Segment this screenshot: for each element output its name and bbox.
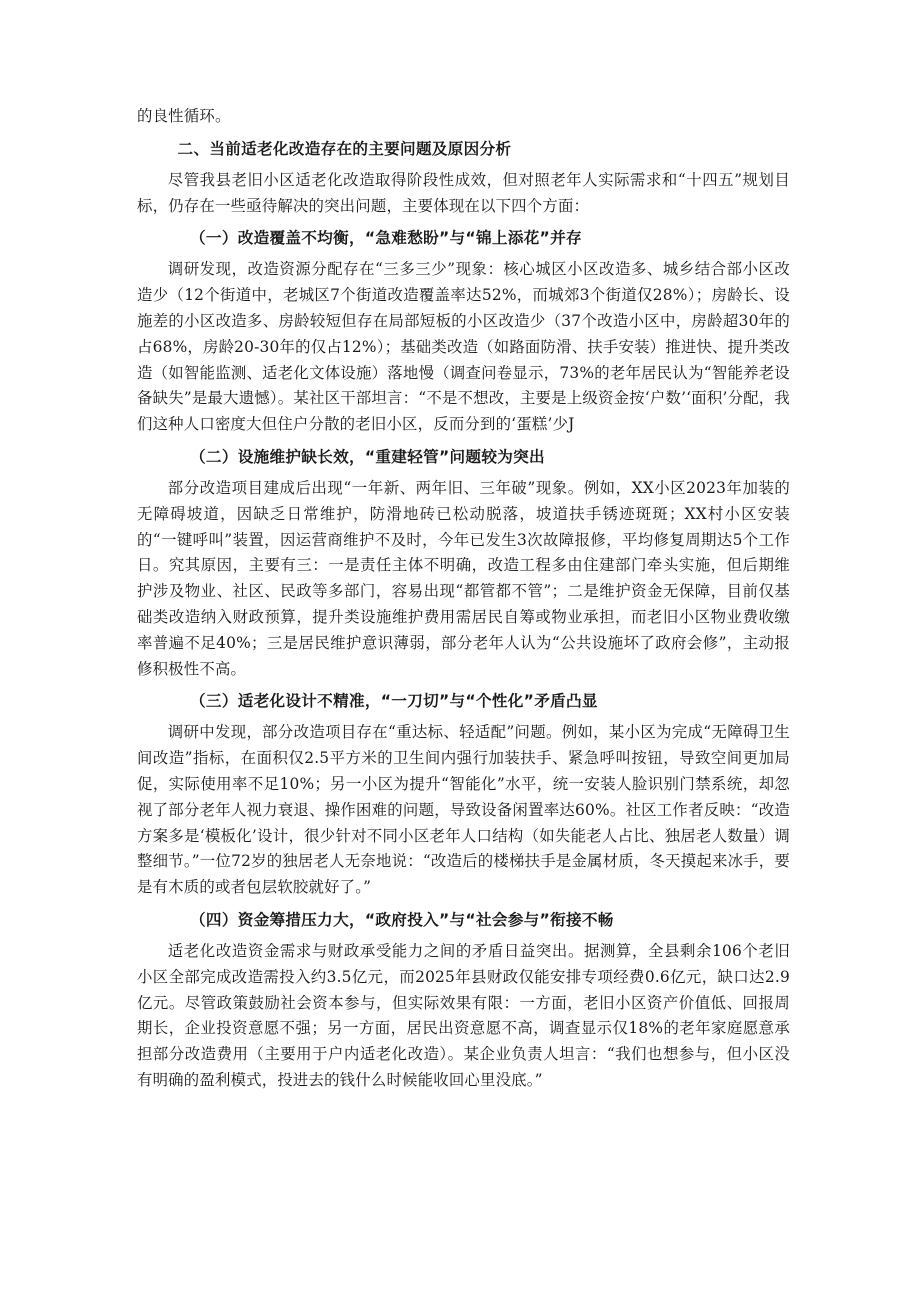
document-page <box>137 104 790 1094</box>
subsection-heading-1: （一）改造覆盖不均衡，“急难愁盼”与“锦上添花”并存 <box>190 229 582 248</box>
intro-tail-paragraph: 的良性循环。 <box>137 107 231 125</box>
subsection-body-1: 调研发现，改造资源分配存在“三多三少”现象：核心城区小区改造多、城乡结合部小区改造少（12个街道中，老城区7个街道改造覆盖率达52%，而城郊3个街道仅28%）；房龄长、设施差的小区改造多、房龄较短但存在局部短板的小区改造少（37个改造小区中，房龄超30年的占68%，房龄20-30年的仅占12%）；基础类改造（如路面防滑、扶手安装）推进快、提升类改造（如智能监测、适老化文体设施）落地慢（调查问卷显示，73%的老年居民认为“智能养老设备缺失”是最大遗憾）。某社区干部坦言：“不是不想改，主要是上级资金按‘户数’‘面积’分配，我们这种人口密度大但住户分散的老旧小区，反而分到的‘蛋糕’少J <box>137 260 790 434</box>
subsection-heading-4: （四）资金筹措压力大，“政府投入”与“社会参与”衔接不畅 <box>190 910 614 929</box>
subsection-body-2: 部分改造项目建成后出现“一年新、两年旧、三年破”现象。例如，XX小区2023年加装的无障碍坡道，因缺乏日常维护，防滑地砖已松动脱落，坡道扶手锈迹斑斑；XX村小区安装的“一键呼叫”装置，因运营商维护不及时，今年已发生3次故障报修，平均修复周期达5个工作日。究其原因，主要有三：一是责任主体不明确，改造工程多由住建部门牵头实施，但后期维护涉及物业、社区、民政等多部门，容易出现“都管都不管”；二是维护资金无保障，目前仅基础类改造纳入财政预算，提升类设施维护费用需居民自筹或物业承担，而老旧小区物业费收缴率普遍不足40%；三是居民维护意识薄弱，部分老年人认为“公共设施坏了政府会修”，主动报修积极性不高。 <box>137 478 790 678</box>
section-heading: 二、当前适老化改造存在的主要问题及原因分析 <box>177 139 512 158</box>
section-intro-paragraph: 尽管我县老旧小区适老化改造取得阶段性成效，但对照老年人实际需求和“十四五”规划目标，仍存在一些亟待解决的突出问题，主要体现在以下四个方面： <box>137 170 790 215</box>
subsection-heading-2: （二）设施维护缺长效，“重建轻管”问题较为突出 <box>190 447 545 466</box>
subsection-heading-3: （三）适老化设计不精准，“一刀切”与“个性化”矛盾凸显 <box>190 692 598 711</box>
subsection-body-4: 适老化改造资金需求与财政承受能力之间的矛盾日益突出。据测算，全县剩余106个老旧小区全部完成改造需投入约3.5亿元，而2025年县财政仅能安排专项经费0.6亿元，缺口达2.9亿元。尽管政策鼓励社会资本参与，但实际效果有限：一方面，老旧小区资产价值低、回报周期长，企业投资意愿不强；另一方面，居民出资意愿不高，调查显示仅18%的老年家庭愿意承担部分改造费用（主要用于户内适老化改造）。某企业负责人坦言：“我们也想参与，但小区没有明确的盈利模式，投进去的钱什么时候能收回心里没底。” <box>137 941 790 1089</box>
subsection-body-3: 调研中发现，部分改造项目存在“重达标、轻适配”问题。例如，某小区为完成“无障碍卫生间改造”指标，在面积仅2.5平方米的卫生间内强行加装扶手、紧急呼叫按钮，导致空间更加局促，实际使用率不足10%；另一小区为提升“智能化”水平，统一安装人脸识别门禁系统，却忽视了部分老年人视力衰退、操作困难的问题，导致设备闲置率达60%。社区工作者反映：“改造方案多是‘模板化’设计，很少针对不同小区老年人口结构（如失能老人占比、独居老人数量）调整细节。”一位72岁的独居老人无奈地说：“改造后的楼梯扶手是金属材质，冬天摸起来冰手，要是有木质的或者包层软胶就好了。” <box>137 723 790 897</box>
